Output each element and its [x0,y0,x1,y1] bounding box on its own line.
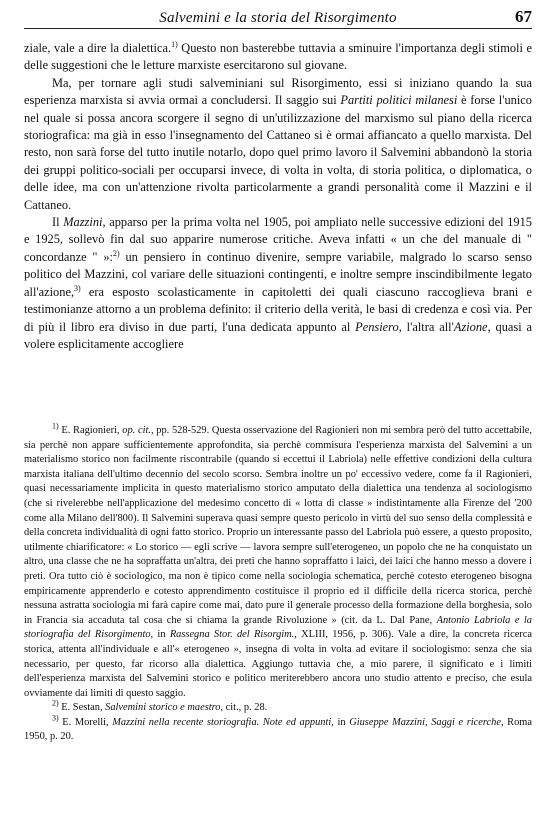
text-span: , apparso per la prima volta nel 1905, poi ampliato nelle successive edizioni del 1915 e 1925, sollevò fin dal suo apparire numerose critiche. Aveva infatti « un che del manuale di " concordanze " »: [24,215,532,264]
text-span: Il [52,215,64,230]
running-title: Salvemini e la storia del Risorgimento [159,10,397,26]
text-span: era esposto scolasticamente in capitoletti dei quali ciascuno raccoglieva brani e testimonianze attorno a un problema definito: il criterio della verità, le basi di credenza e così via. Per di più il libro era diviso in due parti, l'una dedicata appunto al [24,284,532,334]
text-span: , l'altra all' [398,319,454,334]
work-title: Rassegna Stor. del Risorgim. [169,629,295,641]
work-title: Mazzini nella recente storiografia. Note ed appunti [112,716,332,728]
footnote-ref-1: 1) [171,39,178,49]
text-span: ziale, vale a dire la dialettica. [24,41,172,55]
body-text [24,40,532,353]
work-title: Mazzini [63,215,103,230]
page-number: 67 [515,7,532,26]
footnotes [24,421,533,745]
text-span: , XLIII, 1956, p. 306). Vale a dire, la concreta ricerca storica, attenta all'individuale e all'« eterogeneo », insegna di volta in volta ad evitare il sociologismo: senza che sia necessario, per questo, far ricorso alla dialettica. Aggiungo tuttavia che, a mio parere, il significato e i limiti dell'esperienza marxista del Salvemini storico e politico meriterebbero ancora uno studio attento e preciso, che esula ovviamente dai limiti di questo saggio. [24,629,532,699]
text-span: Ma, per tornare agli studi salveminiani sul Risorgimento, essi si iniziano quando la sua esperienza marxista si avvia ormai a concludersi. Il saggio sui [24,75,532,108]
text-span: è forse l'unico nel quale si possa ancora scorgere il segno di un'utilizzazione del marxismo sul piano della ricerca storiografica: ma già in esso l'insegnamento del Cattaneo si è ormai affiancato a quello marxista. Del resto, non sarà forse del tutto inutile notarlo, dopo quel primo lavoro il Salvemini abbandonò la storia dei gruppi politico-sociali per occuparsi invece, di volta in volta, di storia politica, o diplomatica, o delle idee, ma con un'attenzione rivolta particolarmente a grandi personalità come il Mazzini e il Cattaneo. [24,93,532,212]
work-title: Giuseppe Mazzini, Saggi e ricerche [349,716,501,728]
emphasis: Azione [453,319,488,334]
text-span: , pp. 528-529. Questa osservazione del Ragionieri non mi sembra però del tutto accettabile, sia perchè non appare sufficientemente approfondita, sia perchè commisura l'esperienza marxista del Salvemini a un materialismo storico non facilmente riscontrabile (quando si eccettui il Labriola) nelle effettive condizioni della cultura marxista italiana dell'ultimo decennio del secolo scorso. Sembra inoltre un po' eccessivo vedere, come fa il Ragionieri, quasi necessariamente implicita in questo materialismo storico amputato della dialettica una tendenza al sociologismo (che si rivelerebbe nell'applicazione del medesimo concetto di « lotta di classe » indistintamente alla Firenze del '200 come alla Milano dell'800). Il Salvemini superava quasi sempre questo pericolo in virtù del suo senso della complessità e della concreta individualità di ogni fatto storico. Proprio un interessante passo del Labriola può essere, a questo proposito, utilmente chiarificatore: « Lo storico — egli scrive — lavora sempre sull'eterogeneo, un popolo che ne ha conquistato un altro, una classe che ne ha sopraffatta un'altra, dei preti che hanno sopraffatto i laici, dei laici che hanno messo a dovere i preti. Ora tutto ciò è sociologico, ma non è tipico come nella sociologia schematica, perchè cotesto eterogeneo bisogna empiricamente apprenderlo e cotesto apprendimento costituisce il proprio ed il difficile della ricerca storica, perchè nessuna astratta sociologia mi farà capire come mai, dato pure il generale processo della formazione della borghesia, solo in Francia sia accaduta tal cosa che si chiama la grande Rivoluzione » (cit. da L. Dal Pane, [24,425,533,626]
footnote-ref-2: 2) [112,248,120,258]
footnote-ref-3: 3) [74,283,81,293]
text-span: , quasi a volere esplicitamente accogliere [24,319,532,351]
paragraph-3 [24,214,532,353]
footnote-author: E. Sestan, [58,702,106,714]
footnote-number: 2) [52,698,59,708]
emphasis: Pensiero [355,319,399,334]
text-span: un pensiero in continuo divenire, sempre variabile, malgrado lo scarso senso politico del Mazzini, col variare delle situazioni contingenti, e inoltre sempre inscindibilmente legato all'azione, [24,249,532,299]
work-title: Partiti politici milanesi [340,93,458,108]
footnote-3 [24,713,532,745]
work-title: Salvemini storico e maestro [105,702,221,714]
footnote-2 [24,698,532,716]
footnote-1 [24,421,533,701]
work-title: op. cit. [122,425,151,436]
work-title: Antonio Labriola e la storiografia del Risorgimento [24,614,532,641]
running-head [24,6,532,29]
footnote-author: E. Ragionieri, [58,425,123,436]
footnote-number: 3) [52,713,59,723]
text-span: , cit., p. 28. [220,702,268,714]
footnote-author: E. Morelli, [58,716,113,728]
footnote-number: 1) [52,421,59,431]
text-span: Questo non basterebbe tuttavia a sminuire l'importanza degli stimoli e delle suggestioni che le letture marxiste esercitarono sul giovane. [24,41,532,73]
text-span: , in [331,716,350,728]
text-span: , in [150,629,170,641]
text-span: , Roma 1950, p. 20. [24,716,532,743]
paragraph-2 [24,75,532,214]
paragraph-1 [24,40,532,75]
